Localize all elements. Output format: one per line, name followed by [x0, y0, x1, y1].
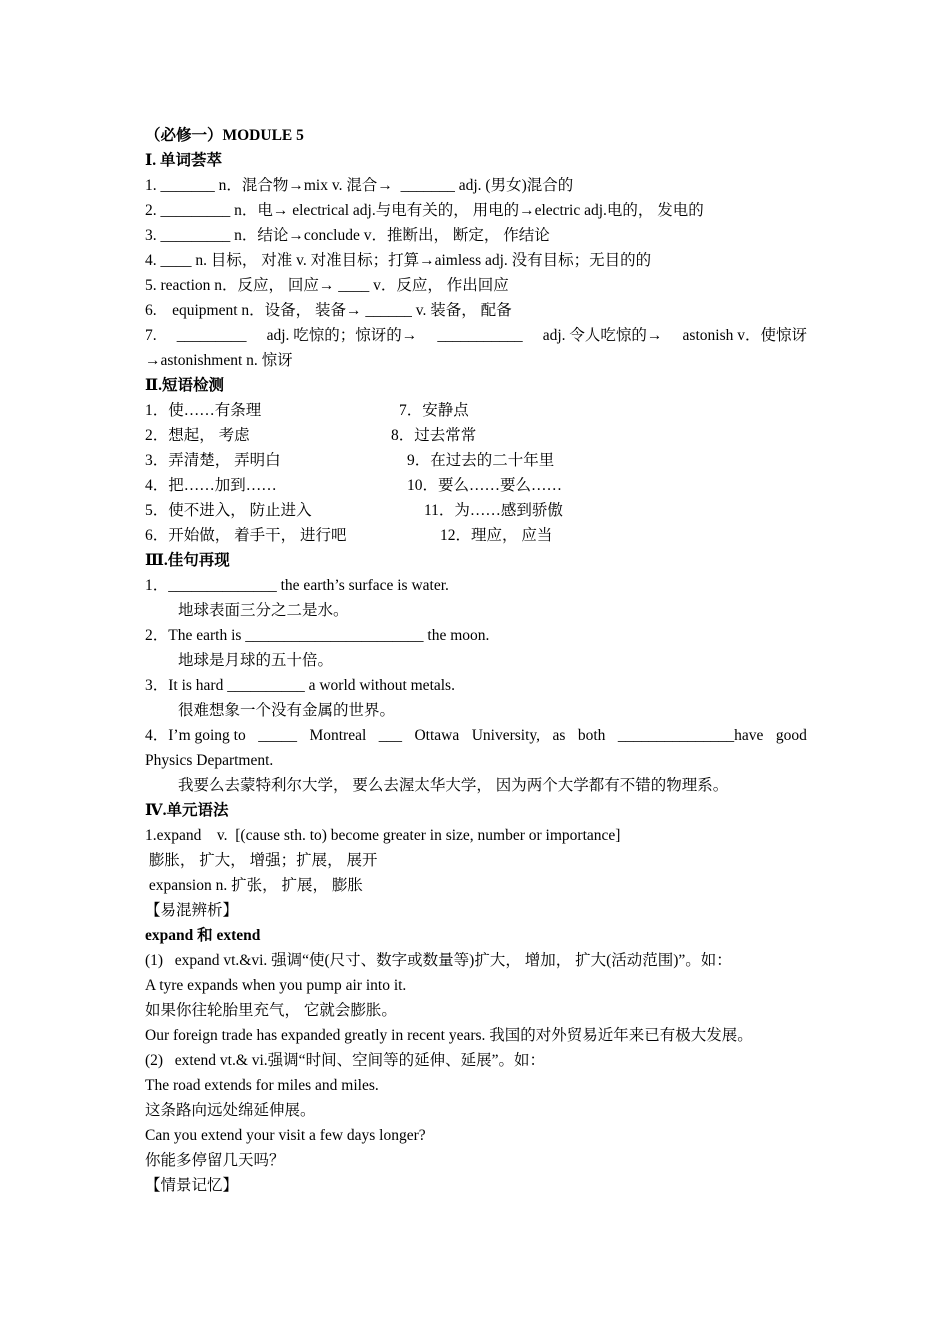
vocab-line-7 [145, 326, 807, 346]
sentence-4-part: _____ [258, 727, 297, 744]
vocab-line-7-blank2: ___________ [437, 327, 523, 344]
grammar-expansion-entry: expansion n. 扩张， 扩展， 膨胀 [145, 877, 363, 894]
section-heading-grammar: Ⅳ.单元语法 [145, 802, 229, 819]
extend-example-2-translation: 你能多停留几天吗？ [145, 1152, 285, 1169]
phrase-item-6: 6．开始做， 着手干， 进行吧 [145, 527, 347, 544]
sentence-4-part: ___ [378, 727, 402, 744]
grammar-expand-meanings: 膨胀， 扩大， 增强；扩展， 展开 [145, 852, 378, 869]
sentence-2-translation: 地球是月球的五十倍。 [178, 652, 334, 669]
sentence-4-part: 4．I’m going to [145, 727, 246, 744]
phrase-item-4: 4．把……加到…… [145, 477, 277, 494]
vocab-line-7-mid: adj. 吃惊的；惊讶的→ [266, 327, 418, 344]
expand-example-1: A tyre expands when you pump air into it. [145, 977, 407, 994]
vocab-line-7-word: astonish v．使惊讶 [682, 327, 807, 344]
sentence-4-part: good [775, 727, 807, 744]
vocab-line-1: 1. _______ n．混合物→mix v. 混合→ _______ adj. (男女)混合的 [145, 177, 574, 194]
sentence-2: 2．The earth is _______________________ the moon. [145, 627, 490, 644]
expand-example-1-translation: 如果你往轮胎里充气， 它就会膨胀。 [145, 1002, 397, 1019]
sentence-4-part: University, [471, 727, 540, 744]
confusion-analysis-label: 【易混辨析】 [145, 902, 239, 919]
vocab-line-2: 2. _________ n．电→ electrical adj.与电有关的， 用电的→electric adj.电的， 发电的 [145, 202, 704, 219]
sentence-4-continued: Physics Department. [145, 752, 274, 769]
vocab-line-4: 4. ____ n. 目标， 对准 v. 对准目标；打算→aimless adj. 没有目标；无目的的 [145, 252, 652, 269]
sentence-1-translation: 地球表面三分之二是水。 [178, 602, 349, 619]
phrase-item-12: 12．理应， 应当 [440, 527, 553, 544]
word-pair-heading: expand 和 extend [145, 927, 261, 944]
phrase-item-11: 11．为……感到骄傲 [424, 502, 563, 519]
grammar-entry-expand: 1.expand v. [(cause sth. to) become greater in size, number or importance] [145, 827, 621, 844]
sentence-4-part: both [577, 727, 606, 744]
extend-example-1: The road extends for miles and miles. [145, 1077, 379, 1094]
extend-explanation: (2) extend vt.& vi.强调“时间、空间等的延伸、延展”。如： [145, 1052, 545, 1069]
section-heading-phrases: Ⅱ.短语检测 [145, 377, 224, 394]
sentence-3-translation: 很难想象一个没有金属的世界。 [178, 702, 396, 719]
section-heading-vocabulary: Ⅰ. 单词荟萃 [145, 152, 223, 169]
expand-explanation: (1) expand vt.&vi. 强调“使(尺寸、数字或数量等)扩大， 增加， 扩大(活动范围)”。如： [145, 952, 732, 969]
scenario-memory-label: 【情景记忆】 [145, 1177, 239, 1194]
expand-example-2: Our foreign trade has expanded greatly in recent years. 我国的对外贸易近年来已有极大发展。 [145, 1027, 753, 1044]
sentence-4-part: Ottawa [414, 727, 460, 744]
vocab-line-7-blank: _________ [176, 327, 247, 344]
vocab-line-5: 5. reaction n．反应， 回应→ ____ v．反应， 作出回应 [145, 277, 509, 294]
sentence-4 [145, 726, 807, 746]
extend-example-1-translation: 这条路向远处绵延伸展。 [145, 1102, 316, 1119]
sentence-4-part: _______________have [617, 727, 764, 744]
sentence-3: 3．It is hard __________ a world without metals. [145, 677, 455, 694]
phrase-item-2: 2．想起， 考虑 [145, 427, 250, 444]
page-title: （必修一）MODULE 5 [145, 127, 304, 144]
sentence-1: 1．______________ the earth’s surface is water. [145, 577, 449, 594]
phrase-item-8: 8．过去常常 [391, 427, 477, 444]
vocab-line-6: 6. equipment n．设备， 装备→ ______ v. 装备， 配备 [145, 302, 512, 319]
phrase-item-7: 7．安静点 [399, 402, 469, 419]
phrase-item-9: 9．在过去的二十年里 [407, 452, 555, 469]
phrase-item-5: 5．使不进入， 防止进入 [145, 502, 312, 519]
vocab-line-7-continued: →astonishment n. 惊讶 [145, 352, 293, 369]
extend-example-2: Can you extend your visit a few days longer? [145, 1127, 426, 1144]
phrase-item-10: 10．要么……要么…… [407, 477, 563, 494]
vocab-line-3: 3. _________ n．结论→conclude v．推断出， 断定， 作结论 [145, 227, 550, 244]
sentence-4-part: as [552, 727, 566, 744]
phrase-item-3: 3．弄清楚， 弄明白 [145, 452, 281, 469]
vocab-line-7-num: 7. [145, 327, 157, 344]
phrase-item-1: 1．使……有条理 [145, 402, 262, 419]
sentence-4-part: Montreal [309, 727, 367, 744]
vocab-line-7-after: adj. 令人吃惊的→ [542, 327, 663, 344]
section-heading-sentences: Ⅲ.佳句再现 [145, 552, 230, 569]
sentence-4-translation: 我要么去蒙特利尔大学， 要么去渥太华大学， 因为两个大学都有不错的物理系。 [178, 777, 729, 794]
